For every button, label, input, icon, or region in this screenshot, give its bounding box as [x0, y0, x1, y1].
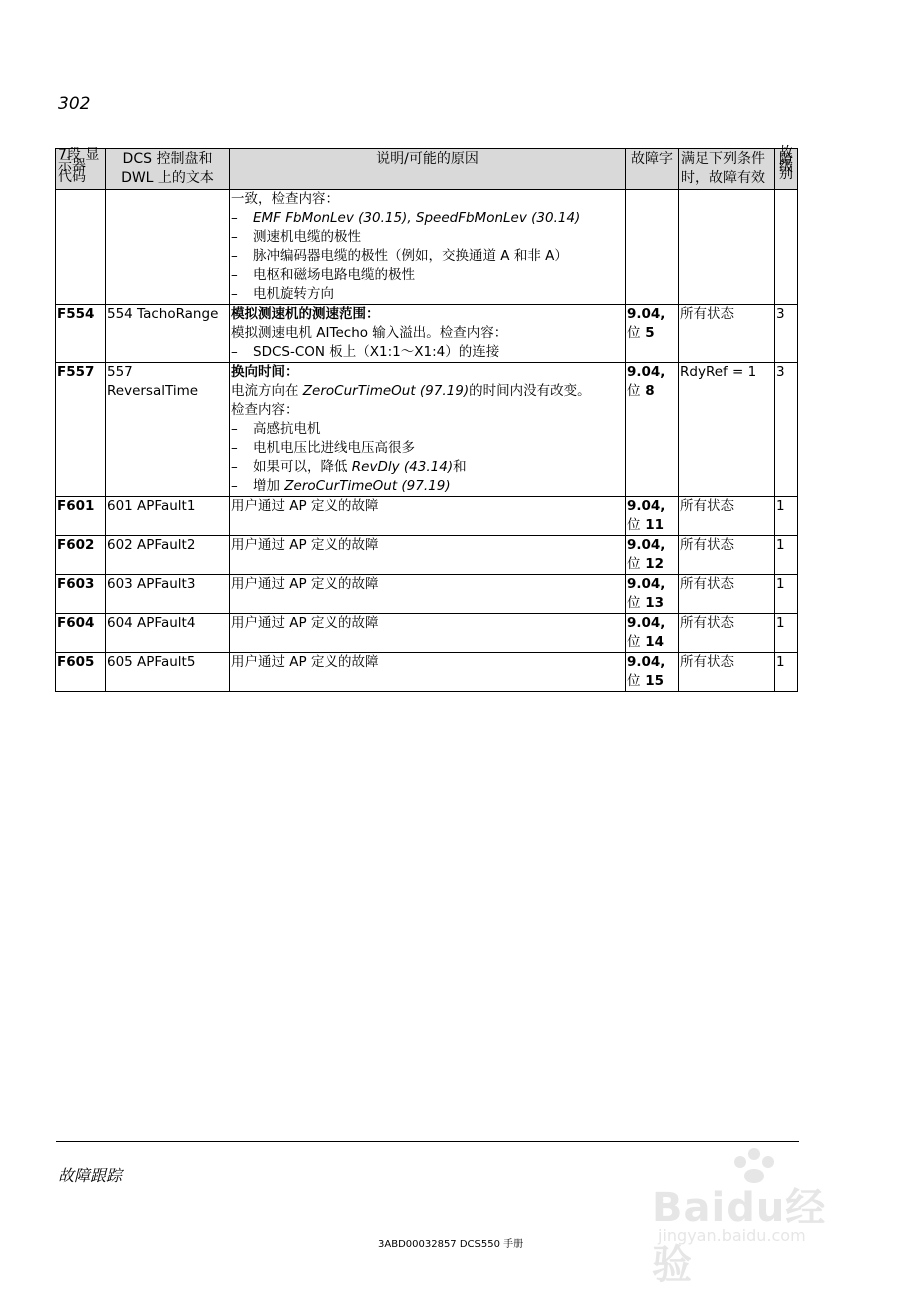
bit-number: 12	[645, 556, 664, 572]
page-number: 302	[58, 94, 91, 114]
cell-condition: 所有状态	[679, 614, 775, 653]
cell-text: 603 APFault3	[106, 575, 230, 614]
cell-level: 1	[775, 497, 798, 536]
cell-level	[775, 190, 798, 305]
cell-description: 用户通过 AP 定义的故障	[230, 536, 626, 575]
cell-description: 用户通过 AP 定义的故障	[230, 614, 626, 653]
bit-prefix: 位	[627, 383, 641, 399]
bullet-text: SDCS-CON 板上（X1:1～X1:4）的连接	[253, 344, 500, 360]
cell-code	[56, 190, 106, 305]
cell-description: 用户通过 AP 定义的故障	[230, 653, 626, 692]
param-ref: ZeroCurTimeOut (97.19)	[284, 478, 451, 494]
cell-level: 1	[775, 575, 798, 614]
fault-word-value: 9.04,	[627, 306, 666, 322]
cell-description	[230, 305, 626, 363]
table-row-f605	[56, 653, 798, 692]
bullet-text: 增加	[253, 478, 280, 494]
cell-fault-word	[626, 575, 679, 614]
desc-bullet: – EMF FbMonLev (30.15), SpeedFbMonLev (30.14)	[231, 210, 581, 226]
bullet-text: 电枢和磁场电路电缆的极性	[253, 267, 415, 283]
table-row-f554	[56, 305, 798, 363]
desc-title: 模拟测速机的测速范围：	[231, 306, 380, 322]
desc-fragment: 的时间内没有改变。	[469, 383, 591, 399]
cell-fault-word	[626, 653, 679, 692]
bit-number: 15	[645, 673, 664, 689]
bit-prefix: 位	[627, 634, 641, 650]
header-description: 说明/可能的原因	[230, 149, 626, 190]
bullet-text: 电机电压比进线电压高很多	[253, 440, 415, 456]
fault-word-value: 9.04,	[627, 364, 666, 380]
desc-line: 模拟测速电机 AITecho 输入溢出。检查内容：	[231, 325, 508, 341]
cell-condition	[679, 190, 775, 305]
param-ref: ZeroCurTimeOut (97.19)	[302, 383, 470, 399]
cell-text	[106, 190, 230, 305]
bit-prefix: 位	[627, 556, 641, 572]
cell-code: F605	[56, 653, 106, 692]
bullet-text: 脉冲编码器电缆的极性（例如，交换通道 A 和非 A）	[253, 248, 568, 264]
cell-code: F602	[56, 536, 106, 575]
fault-word-value: 9.04,	[627, 654, 666, 670]
desc-line	[231, 382, 624, 401]
cell-description: 用户通过 AP 定义的故障	[230, 497, 626, 536]
cell-text: 605 APFault5	[106, 653, 230, 692]
cell-level: 3	[775, 363, 798, 497]
cell-level: 3	[775, 305, 798, 363]
cell-description: 用户通过 AP 定义的故障	[230, 575, 626, 614]
param-ref: RevDly (43.14)	[351, 459, 454, 475]
fault-word-value: 9.04,	[627, 537, 666, 553]
header-fault-level: 故障级别	[775, 149, 798, 190]
cell-description	[230, 363, 626, 497]
bit-prefix: 位	[627, 325, 641, 341]
table-row-f602	[56, 536, 798, 575]
bullet-text: 测速机电缆的极性	[253, 229, 361, 245]
bullet-text: 电机旋转方向	[253, 286, 334, 302]
cell-level: 1	[775, 536, 798, 575]
table-row-f603	[56, 575, 798, 614]
bit-number: 11	[645, 517, 664, 533]
bullet-text: 如果可以，降低	[253, 459, 348, 475]
cell-fault-word	[626, 497, 679, 536]
desc-fragment: 电流方向在	[231, 383, 299, 399]
bit-number: 14	[645, 634, 664, 650]
table-row-f604	[56, 614, 798, 653]
table-header-row	[56, 149, 798, 190]
bullet-text: 和	[453, 459, 467, 475]
footer-chapter-title: 故障跟踪	[58, 1166, 123, 1185]
desc-title: 换向时间：	[231, 364, 299, 380]
watermark-url: jingyan.baidu.com	[658, 1226, 806, 1245]
bullet-text: 高感抗电机	[253, 421, 321, 437]
cell-code: F604	[56, 614, 106, 653]
table-row-continuation	[56, 190, 798, 305]
bit-number: 8	[645, 383, 655, 399]
cell-text: 602 APFault2	[106, 536, 230, 575]
desc-bullet: – 电机旋转方向	[231, 286, 334, 302]
desc-bullet: – 增加 ZeroCurTimeOut (97.19)	[231, 478, 451, 494]
fault-word-value: 9.04,	[627, 576, 666, 592]
fault-table	[55, 145, 798, 692]
watermark-brand: Baidu经验	[652, 1185, 827, 1288]
cell-fault-word	[626, 305, 679, 363]
cell-description	[230, 190, 626, 305]
watermark-logo	[640, 1140, 850, 1288]
cell-condition: 所有状态	[679, 497, 775, 536]
desc-bullet: – 电枢和磁场电路电缆的极性	[231, 267, 415, 283]
cell-condition: 所有状态	[679, 575, 775, 614]
bit-prefix: 位	[627, 673, 641, 689]
cell-code: F601	[56, 497, 106, 536]
cell-fault-word	[626, 363, 679, 497]
footer-document-id: 3ABD00032857 DCS550 手册	[378, 1239, 524, 1250]
table-row-f601	[56, 497, 798, 536]
cell-text: 557 ReversalTime	[106, 363, 230, 497]
bit-number: 13	[645, 595, 664, 611]
cell-fault-word	[626, 190, 679, 305]
desc-bullet: – 脉冲编码器电缆的极性（例如，交换通道 A 和非 A）	[231, 248, 568, 264]
header-dcs-text: DCS 控制盘和 DWL 上的文本	[106, 149, 230, 190]
header-segment-display: 7段 显示器 代码	[56, 149, 106, 190]
desc-bullet: – SDCS-CON 板上（X1:1～X1:4）的连接	[231, 344, 500, 360]
desc-bullet: – 测速机电缆的极性	[231, 229, 361, 245]
cell-fault-word	[626, 614, 679, 653]
cell-level: 1	[775, 653, 798, 692]
header-fault-word: 故障字	[626, 149, 679, 190]
bit-prefix: 位	[627, 517, 641, 533]
bit-number: 5	[645, 325, 655, 341]
cell-code: F603	[56, 575, 106, 614]
cell-condition: RdyRef = 1	[679, 363, 775, 497]
desc-line: 检查内容：	[231, 402, 299, 418]
fault-word-value: 9.04,	[627, 615, 666, 631]
cell-level: 1	[775, 614, 798, 653]
cell-code: F557	[56, 363, 106, 497]
desc-bullet: – 电机电压比进线电压高很多	[231, 440, 415, 456]
cell-text: 554 TachoRange	[106, 305, 230, 363]
table-row-f557	[56, 363, 798, 497]
cell-condition: 所有状态	[679, 653, 775, 692]
fault-word-value: 9.04,	[627, 498, 666, 514]
cell-text: 604 APFault4	[106, 614, 230, 653]
cell-code: F554	[56, 305, 106, 363]
cell-condition: 所有状态	[679, 536, 775, 575]
cell-text: 601 APFault1	[106, 497, 230, 536]
desc-bullet: – 高感抗电机	[231, 421, 321, 437]
cell-condition: 所有状态	[679, 305, 775, 363]
header-condition: 满足下列条件时，故障有效	[679, 149, 775, 190]
desc-line: 一致，检查内容：	[231, 191, 339, 207]
bit-prefix: 位	[627, 595, 641, 611]
cell-fault-word	[626, 536, 679, 575]
bullet-text: EMF FbMonLev (30.15), SpeedFbMonLev (30.14)	[253, 210, 581, 226]
desc-bullet: – 如果可以，降低 RevDly (43.14)和	[231, 459, 467, 475]
